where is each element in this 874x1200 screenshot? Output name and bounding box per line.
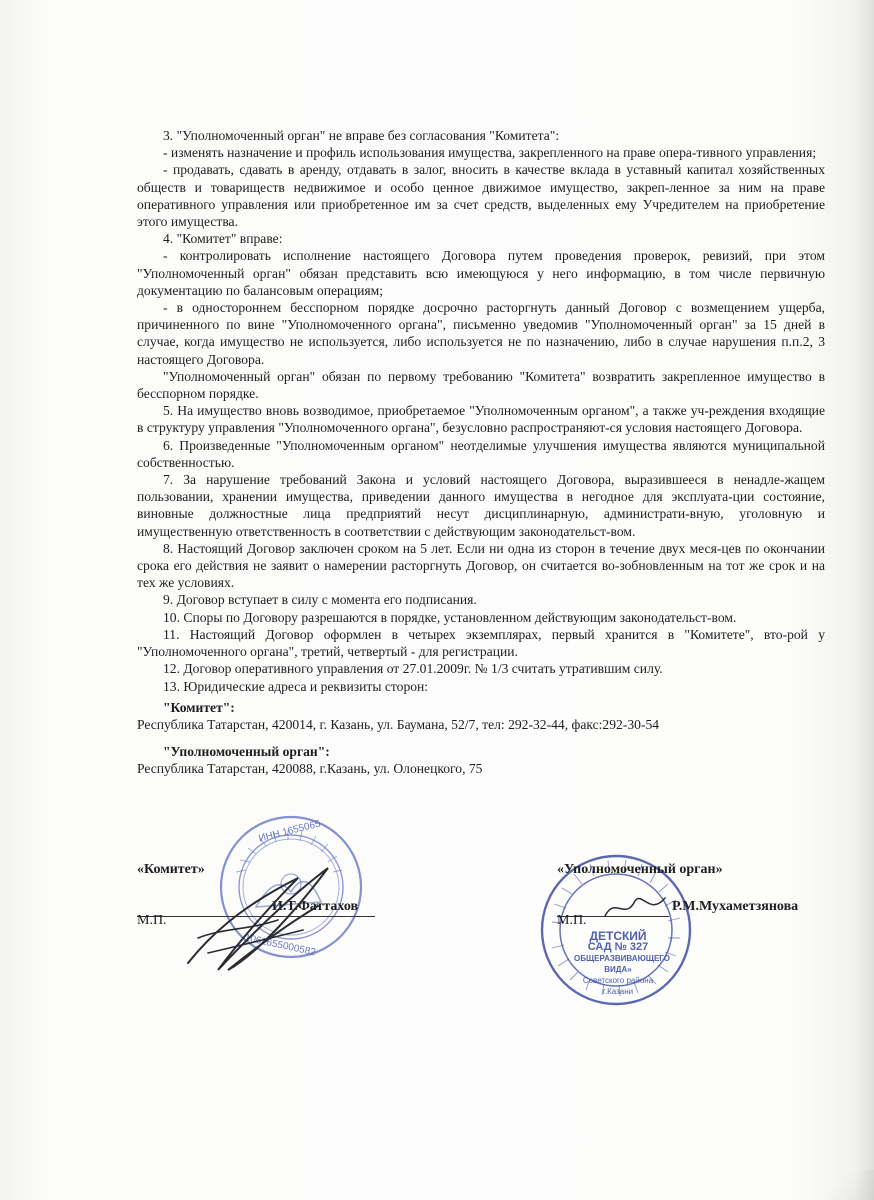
party-committee-address: Республика Татарстан, 420014, г. Казань, ул. Баумана, 52/7, тел: 292-32-44, факс:292-30-54	[137, 716, 660, 732]
clause-6: 6. Произведенные "Уполномоченным органом" неотделимые улучшения имущества являются муниципальной собственностью.	[137, 437, 825, 470]
seal-line-5: Советского района	[582, 976, 654, 985]
clause-11: 11. Настоящий Договор оформлен в четырех экземплярах, первый хранится в "Комитете", вто-рой у "Уполномоченного органа", третий, четвертый - для регистрации.	[137, 626, 825, 660]
clause-7: 7. За нарушение требований Закона и условий настоящего Договора, выразившееся в ненадле-жащем пользовании, хранении имущества, приведении данного имущества в негодное для эксплуата-ции состояние, виновные должностные лица предприятий несут дисциплинарную, администрати-вную, уголовную и имущественную ответственность в соответствии с действующим законодательст-вом.	[137, 472, 825, 539]
seal-line-1: ДЕТСКИЙ	[589, 929, 647, 943]
clause-4: 4. "Комитет" вправе:	[163, 231, 283, 247]
party-committee	[137, 699, 825, 733]
left-party-label: «Комитет»	[137, 862, 205, 877]
seal-line-4: ВИДА»	[604, 965, 632, 974]
page-corner-shadow	[814, 1170, 874, 1200]
committee-seal-inn: ИНН 1655065	[257, 818, 322, 845]
kindergarten-seal-text	[574, 929, 670, 997]
seal-line-6: г.Казани	[602, 987, 634, 996]
clause-5: 5. На имущество вновь возводимое, приобретаемое "Уполномоченным органом", а также уч-реждения входящие в структуру управления "Уполномоченного органа", безусловно распространяют-ся условия настоящего Договора.	[137, 403, 825, 436]
authorized-signature	[600, 886, 670, 926]
clause-4-obligation: "Уполномоченный орган" обязан по первому требованию "Комитета" возвратить закрепленное имущество в бесспорном порядке.	[137, 368, 825, 402]
clause-4-item-1: - контролировать исполнение настоящего Договора путем проведения проверок, ревизий, при этом "Уполномоченный орган" обязан представить всю имеющуюся у него информацию, в том числе первичную документацию по балансовым операциям;	[137, 248, 825, 298]
left-signatory-name: И.Т.Фаттахов	[272, 899, 359, 914]
right-party-label: «Уполномоченный орган»	[557, 862, 723, 877]
left-stamp-place: М.П.	[137, 913, 167, 928]
clause-8: 8. Настоящий Договор заключен сроком на 5 лет. Если ни одна из сторон в течение двух меся-цев по окончании срока его действия не заявит о намерении расторгнуть Договор, он считается во-зобновленным на тот же срок и на тех же условиях.	[137, 540, 825, 591]
party-authorized	[137, 743, 825, 777]
page-edge-shadow	[854, 0, 874, 1200]
seal-line-3: ОБЩЕРАЗВИВАЮЩЕГО	[574, 954, 670, 963]
committee-signature	[178, 858, 348, 978]
clause-9: 9. Договор вступает в силу с момента его подписания.	[163, 592, 477, 608]
right-signatory-name: Р.М.Мухаметзянова	[672, 899, 799, 914]
clause-3: 3. "Уполномоченный орган" не вправе без согласования "Комитета":	[163, 128, 560, 143]
clause-3-item-1: - изменять назначение и профиль использования имущества, закрепленного на праве опера-тивного управления;	[163, 145, 817, 161]
seal-line-2: САД № 327	[587, 941, 649, 953]
clause-13: 13. Юридические адреса и реквизиты сторон:	[163, 678, 429, 694]
clause-4-item-2: - в одностороннем бесспорном порядке досрочно расторгнуть данный Договор с возмещением ущерба, причиненного по вине "Уполномоченного органа", письменно уведомив "Уполномоченный орган" за 15 дней в случае, когда имущество не используется, либо используется не по назначению, либо в случае нарушения п.п.2, 3 настоящего Договора.	[137, 300, 825, 367]
party-authorized-address: Республика Татарстан, 420088, г.Казань, ул. Олонецкого, 75	[137, 761, 483, 777]
contract-body	[137, 127, 825, 778]
party-committee-title: "Комитет":	[163, 699, 235, 715]
clause-12: 12. Договор оперативного управления от 27.01.2009г. № 1/3 считать утратившим силу.	[163, 661, 663, 677]
clause-10: 10. Споры по Договору разрешаются в порядке, установленном действующим законодательст-вом.	[163, 609, 737, 625]
committee-seal-ogrn: 1061655000582	[243, 932, 317, 959]
right-stamp-place: М.П.	[557, 913, 587, 928]
clause-3-item-2: - продавать, сдавать в аренду, отдавать в залог, вносить в качестве вклада в уставный капитал хозяйственных обществ и товариществ недвижимое и особо ценное движимое имущество, закреп-ленное за ним на праве оперативного управления или приобретенное им за счет средств, выделенных ему Учредителем на приобретение этого имущества.	[137, 162, 825, 230]
party-authorized-title: "Уполномоченный орган":	[163, 744, 330, 760]
